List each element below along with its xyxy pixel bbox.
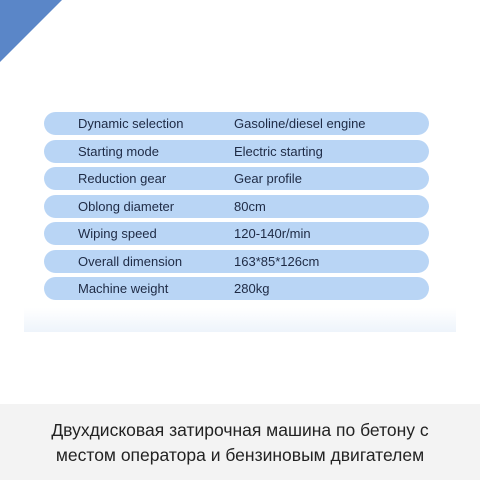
spec-label: Reduction gear: [78, 171, 167, 186]
spec-label: Dynamic selection: [78, 116, 184, 131]
spec-label: Overall dimension: [78, 253, 183, 269]
spec-row-machine-weight: [44, 277, 429, 300]
spec-value: 80cm: [234, 198, 266, 214]
spec-row-reduction-gear: [44, 167, 429, 190]
spec-row-wiping-speed: [44, 222, 429, 245]
spec-value: 120-140r/min: [234, 226, 311, 241]
spec-label: Oblong diameter: [78, 198, 175, 214]
spec-row-oblong-diameter: [44, 195, 429, 218]
spec-value: Gasoline/diesel engine: [234, 116, 366, 131]
spec-label: Starting mode: [78, 143, 159, 159]
spec-table: [44, 112, 429, 305]
caption-line-2: местом оператора и бензиновым двигателем: [55, 445, 425, 465]
spec-value: Gear profile: [234, 171, 302, 186]
spec-label: Machine weight: [78, 281, 169, 296]
spec-value: 280kg: [234, 281, 270, 296]
spec-label: Wiping speed: [78, 226, 157, 241]
caption-line-1: Двухдисковая затирочная машина по бетону с: [51, 420, 429, 440]
caption-box: [0, 404, 480, 480]
caption-text: [0, 418, 480, 468]
spec-row-overall-dimension: [44, 250, 429, 273]
spec-value: Electric starting: [234, 143, 323, 159]
corner-decoration: [0, 0, 62, 62]
spec-row-starting-mode: [44, 140, 429, 163]
spec-row-dynamic-selection: [44, 112, 429, 135]
spec-value: 163*85*126cm: [234, 253, 320, 269]
